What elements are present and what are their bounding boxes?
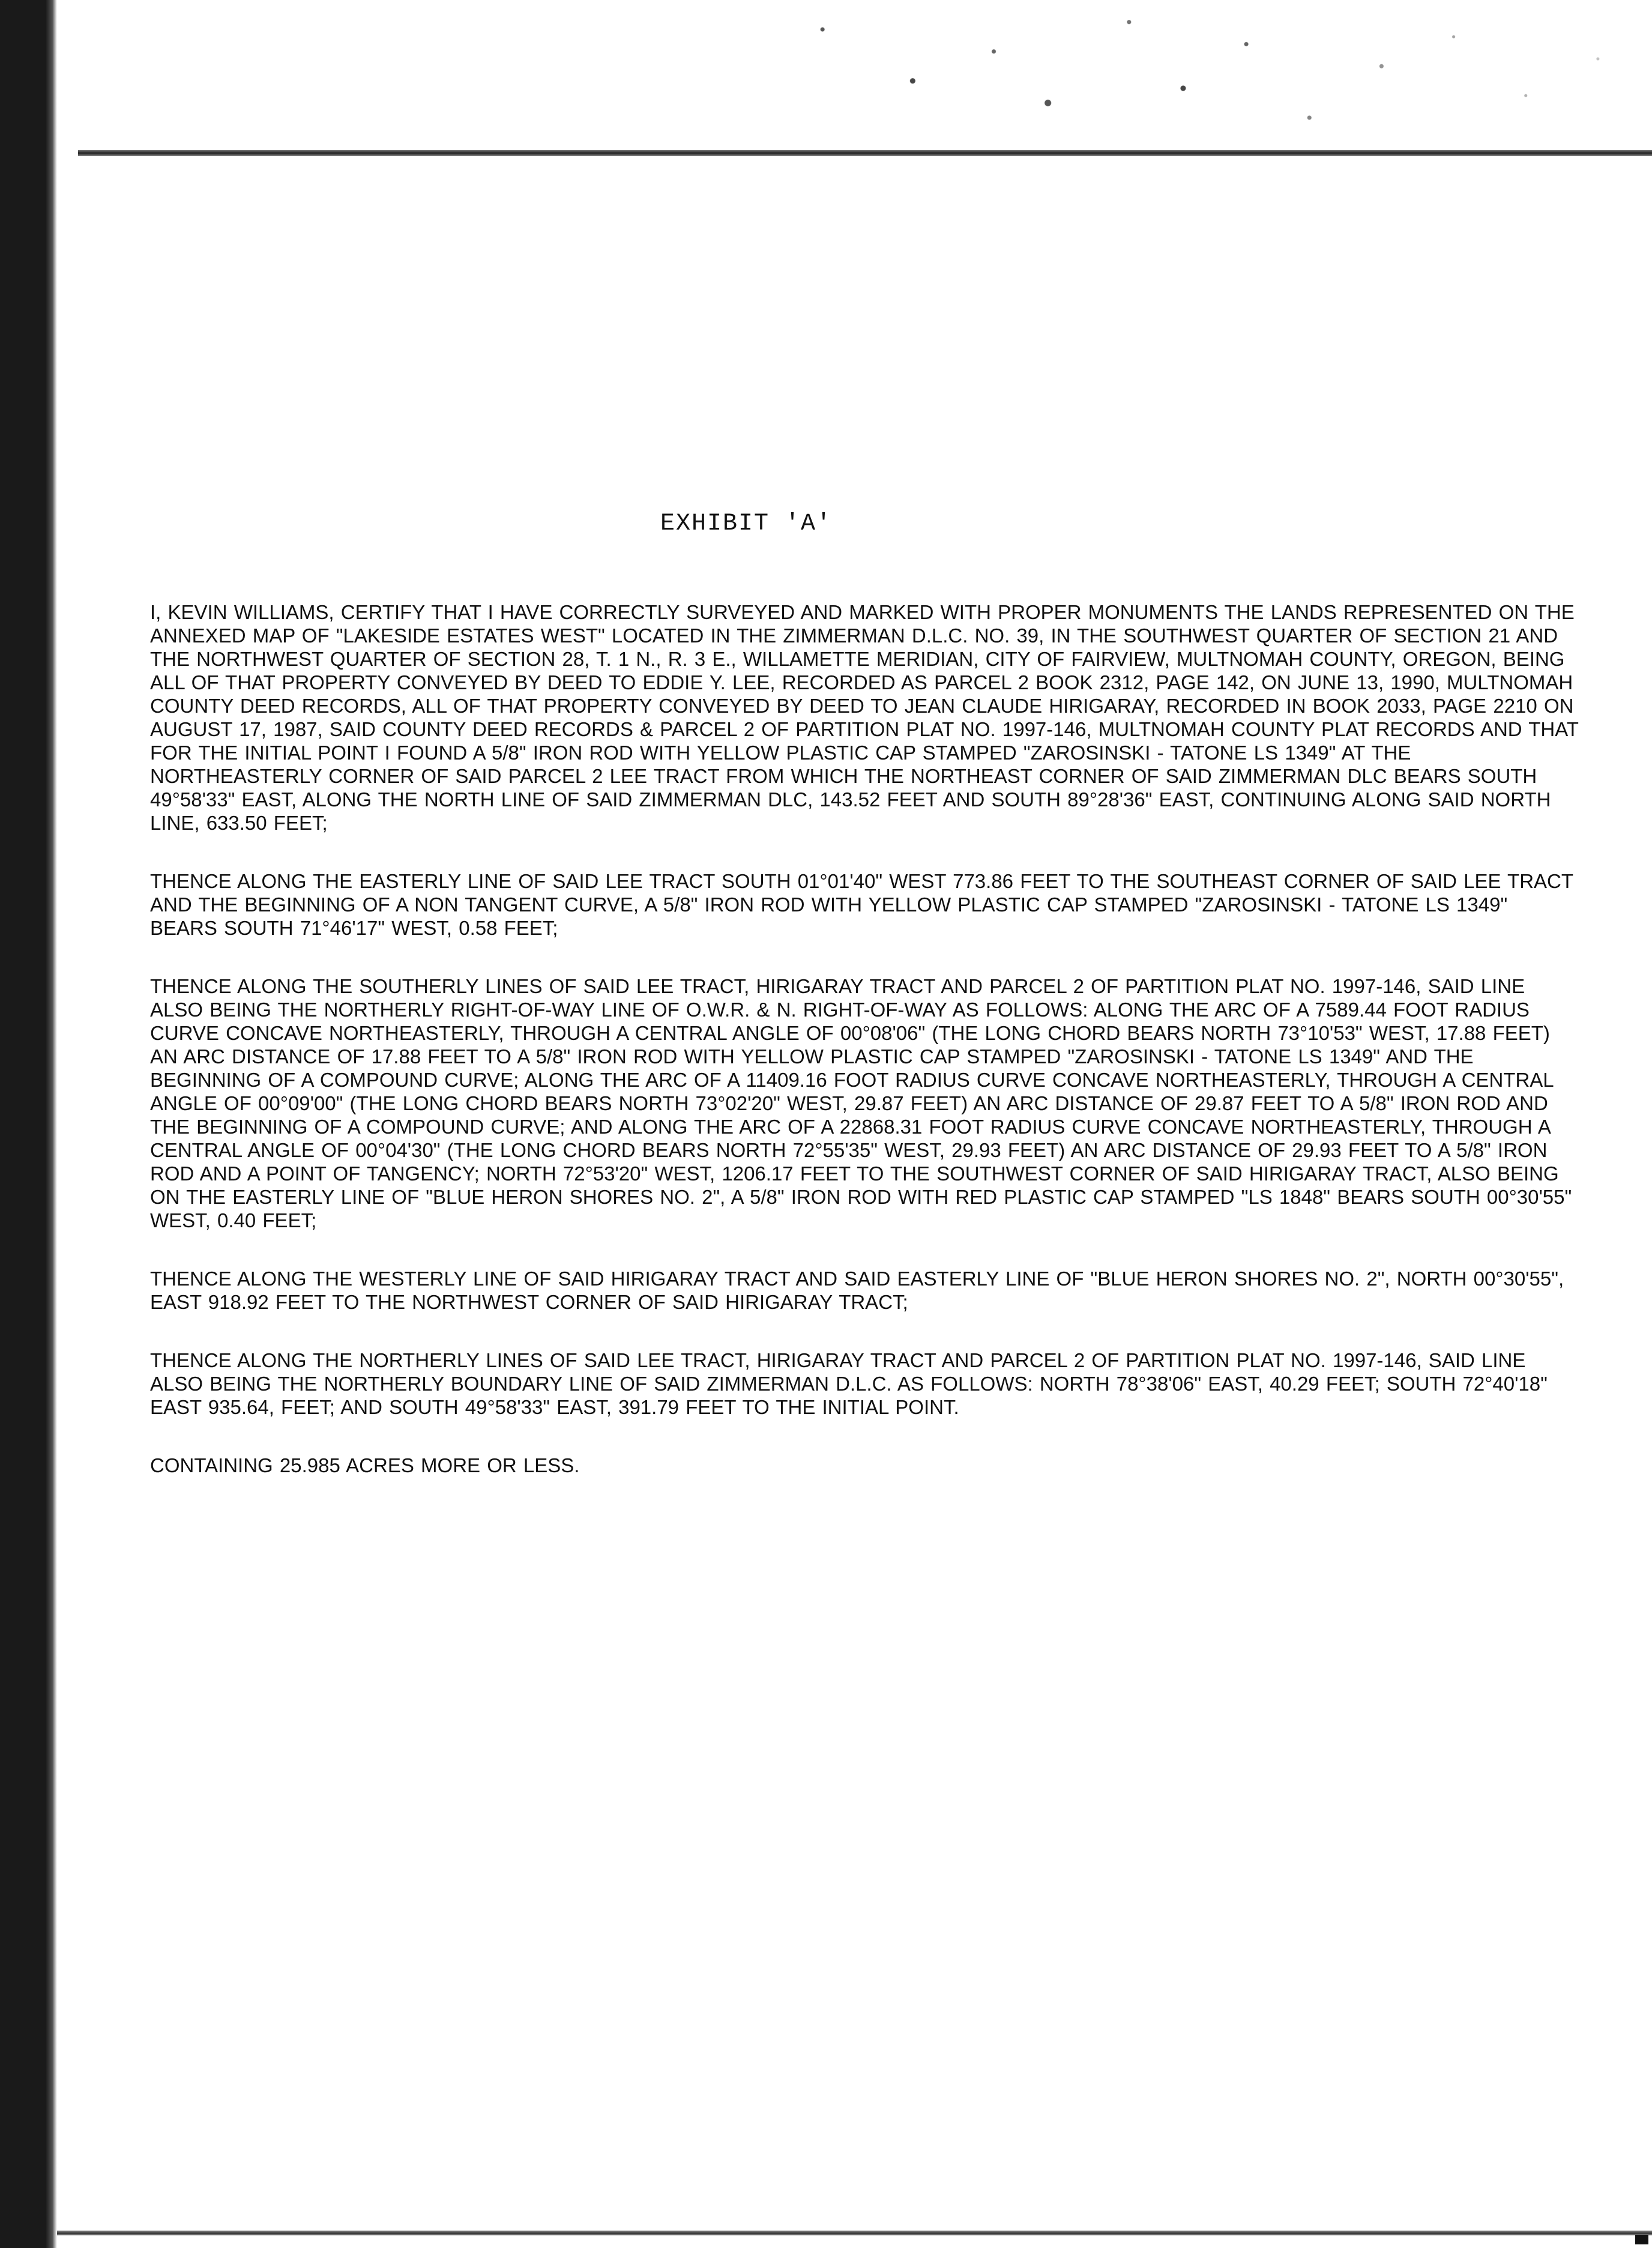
scan-corner-mark	[1635, 2235, 1648, 2244]
paragraph-acreage: CONTAINING 25.985 ACRES MORE OR LESS.	[150, 1454, 580, 1476]
scan-speckle	[750, 0, 1652, 147]
document-title: EXHIBIT 'A'	[660, 510, 833, 537]
paragraph-northerly-lines: THENCE ALONG THE NORTHERLY LINES OF SAID LEE TRACT, HIRIGARAY TRACT AND PARCEL 2 OF PARTITION PLAT NO. 1997-146, SAID LINE ALSO BEING THE NORTHERLY BOUNDARY LINE OF SAID ZIMMERMAN D.L.C. AS FOLLOWS: NORTH 78°38'06" EAST, 40.29 FEET; SOUTH 72°40'18" EAST 935.64, FEET; AND SOUTH 49°58'33" EAST, 391.79 FEET TO THE INITIAL POINT.	[150, 1349, 1548, 1418]
paragraph-certification: I, KEVIN WILLIAMS, CERTIFY THAT I HAVE CORRECTLY SURVEYED AND MARKED WITH PROPER MONUMENTS THE LANDS REPRESENTED ON THE ANNEXED MAP OF "LAKESIDE ESTATES WEST" LOCATED IN THE ZIMMERMAN D.L.C. NO. 39, IN THE SOUTHWEST QUARTER OF SECTION 21 AND THE NORTHWEST QUARTER OF SECTION 28, T. 1 N., R. 3 E., WILLAMETTE MERIDIAN, CITY OF FAIRVIEW, MULTNOMAH COUNTY, OREGON, BEING ALL OF THAT PROPERTY CONVEYED BY DEED TO EDDIE Y. LEE, RECORDED AS PARCEL 2 BOOK 2312, PAGE 142, ON JUNE 13, 1990, MULTNOMAH COUNTY DEED RECORDS, ALL OF THAT PROPERTY CONVEYED BY DEED TO JEAN CLAUDE HIRIGARAY, RECORDED IN BOOK 2033, PAGE 2210 ON AUGUST 17, 1987, SAID COUNTY DEED RECORDS & PARCEL 2 OF PARTITION PLAT NO. 1997-146, MULTNOMAH COUNTY PLAT RECORDS AND THAT FOR THE INITIAL POINT I FOUND A 5/8" IRON ROD WITH YELLOW PLASTIC CAP STAMPED "ZAROSINSKI - TATONE LS 1349" AT THE NORTHEASTERLY CORNER OF SAID PARCEL 2 LEE TRACT FROM WHICH THE NORTHEAST CORNER OF SAID ZIMMERMAN DLC BEARS SOUTH 49°58'33" EAST, ALONG THE NORTH LINE OF SAID ZIMMERMAN DLC, 143.52 FEET AND SOUTH 89°28'36" EAST, CONTINUING ALONG SAID NORTH LINE, 633.50 FEET;	[150, 601, 1579, 834]
paragraph-southerly-lines: THENCE ALONG THE SOUTHERLY LINES OF SAID LEE TRACT, HIRIGARAY TRACT AND PARCEL 2 OF PARTITION PLAT NO. 1997-146, SAID LINE ALSO BEING THE NORTHERLY RIGHT-OF-WAY LINE OF O.W.R. & N. RIGHT-OF-WAY AS FOLLOWS: ALONG THE ARC OF A 7589.44 FOOT RADIUS CURVE CONCAVE NORTHEASTERLY, THROUGH A CENTRAL ANGLE OF 00°08'06" (THE LONG CHORD BEARS NORTH 73°10'53" WEST, 17.88 FEET) AN ARC DISTANCE OF 17.88 FEET TO A 5/8" IRON ROD WITH YELLOW PLASTIC CAP STAMPED "ZAROSINSKI - TATONE LS 1349" AND THE BEGINNING OF A COMPOUND CURVE; ALONG THE ARC OF A 11409.16 FOOT RADIUS CURVE CONCAVE NORTHEASTERLY, THROUGH A CENTRAL ANGLE OF 00°09'00" (THE LONG CHORD BEARS NORTH 73°02'20" WEST, 29.87 FEET) AN ARC DISTANCE OF 29.87 FEET TO A 5/8" IRON ROD AND THE BEGINNING OF A COMPOUND CURVE; AND ALONG THE ARC OF A 22868.31 FOOT RADIUS CURVE CONCAVE NORTHEASTERLY, THROUGH A CENTRAL ANGLE OF 00°04'30" (THE LONG CHORD BEARS NORTH 72°55'35" WEST, 29.93 FEET) AN ARC DISTANCE OF 29.93 FEET TO A 5/8" IRON ROD AND A POINT OF TANGENCY; NORTH 72°53'20" WEST, 1206.17 FEET TO THE SOUTHWEST CORNER OF SAID HIRIGARAY TRACT, ALSO BEING ON THE EASTERLY LINE OF "BLUE HERON SHORES NO. 2", A 5/8" IRON ROD WITH RED PLASTIC CAP STAMPED "LS 1848" BEARS SOUTH 00°30'55" WEST, 0.40 FEET;	[150, 975, 1572, 1231]
paragraph-easterly-line: THENCE ALONG THE EASTERLY LINE OF SAID LEE TRACT SOUTH 01°01'40" WEST 773.86 FEET TO THE SOUTHEAST CORNER OF SAID LEE TRACT AND THE BEGINNING OF A NON TANGENT CURVE, A 5/8" IRON ROD WITH YELLOW PLASTIC CAP STAMPED "ZAROSINSKI - TATONE LS 1349" BEARS SOUTH 71°46'17" WEST, 0.58 FEET;	[150, 870, 1573, 939]
scan-bottom-rule	[57, 2231, 1652, 2235]
paragraph-westerly-line: THENCE ALONG THE WESTERLY LINE OF SAID HIRIGARAY TRACT AND SAID EASTERLY LINE OF "BLUE HERON SHORES NO. 2", NORTH 00°30'55", EAST 918.92 FEET TO THE NORTHWEST CORNER OF SAID HIRIGARAY TRACT;	[150, 1268, 1564, 1313]
scan-left-edge	[0, 0, 57, 2248]
document-body	[150, 600, 1579, 1512]
scan-top-rule	[78, 150, 1652, 156]
